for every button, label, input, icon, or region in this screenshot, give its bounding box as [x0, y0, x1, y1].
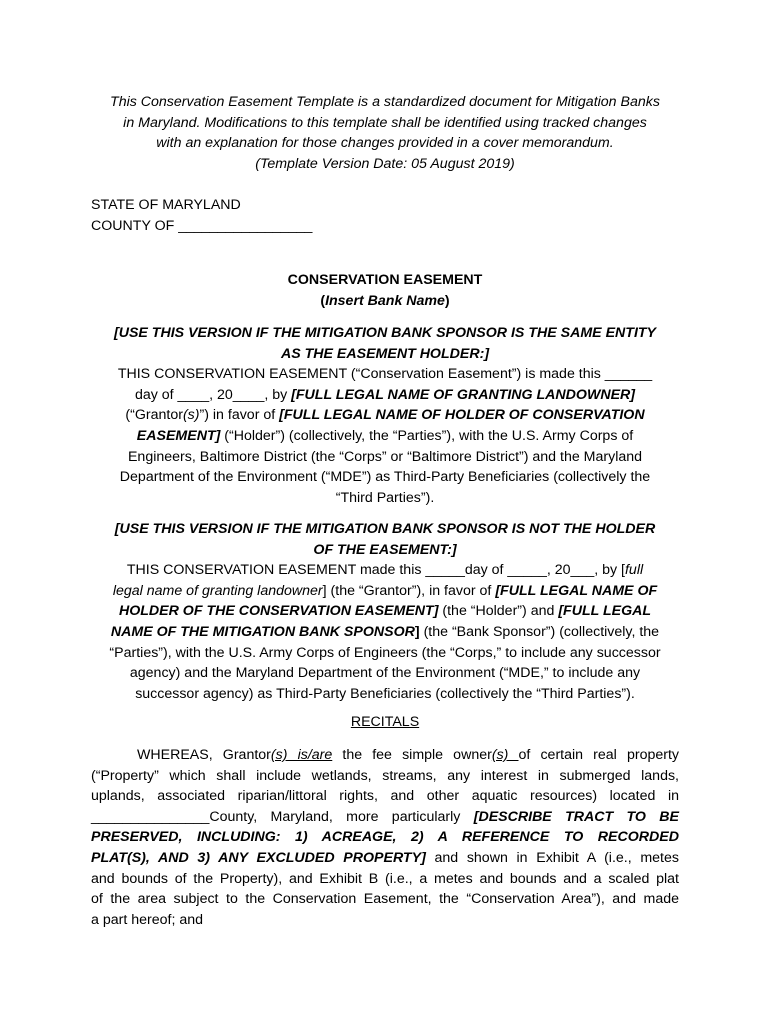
version-b-heading-1: [USE THIS VERSION IF THE MITIGATION BANK SPONSOR IS NOT THE HOLDER	[114, 521, 656, 537]
venue-block	[91, 195, 491, 236]
template-version-date: (Template Version Date: 05 August 2019)	[255, 155, 515, 172]
version-b-line-6: agency) and the Maryland Department of the Environment (“MDE,” to include any	[129, 665, 641, 682]
version-a-line-2: day of ____, 20____, by [FULL LEGAL NAME OF GRANTING LANDOWNER]	[134, 386, 636, 403]
version-a-line-6: Department of the Environment (“MDE”) as Third-Party Beneficiaries (collectively the	[119, 469, 651, 486]
version-a-line-3: (“Grantor(s)”) in favor of [FULL LEGAL NAME OF HOLDER OF CONSERVATION	[125, 407, 645, 424]
recitals-heading: RECITALS	[350, 714, 420, 730]
preamble-line-2: in Maryland. Modifications to this template shall be identified using tracked changes	[123, 114, 647, 131]
version-b-line-5: “Parties”), with the U.S. Army Corps of Engineers (the “Corps,” to include any successor	[109, 644, 661, 661]
version-b-line-7: successor agency) as Third-Party Beneficiaries (collectively the “Third Parties”).	[135, 685, 635, 702]
recitals-line-6: PLAT(S), AND 3) ANY EXCLUDED PROPERTY] and shown in Exhibit A (i.e., metes	[91, 849, 679, 866]
version-a-section	[80, 323, 690, 508]
version-b-line-1: THIS CONSERVATION EASEMENT made this _____day of _____, 20___, by [full	[126, 562, 644, 579]
preamble-line-3: with an explanation for those changes provided in a cover memorandum.	[156, 135, 614, 152]
version-b-section	[80, 519, 690, 704]
version-b-line-3: HOLDER OF THE CONSERVATION EASEMENT] (the “Holder”) and [FULL LEGAL	[118, 603, 652, 620]
version-a-line-4: EASEMENT] (“Holder”) (collectively, the “Parties”), with the U.S. Army Corps of	[136, 427, 634, 444]
version-a-line-1: THIS CONSERVATION EASEMENT (“Conservation Easement”) is made this ______	[117, 366, 653, 383]
preamble-line-1: This Conservation Easement Template is a standardized document for Mitigation Banks	[110, 94, 660, 110]
county-line: COUNTY OF _________________	[91, 217, 313, 234]
version-a-heading-1: [USE THIS VERSION IF THE MITIGATION BANK SPONSOR IS THE SAME ENTITY	[113, 325, 657, 341]
version-b-line-4: NAME OF THE MITIGATION BANK SPONSOR] (the “Bank Sponsor”) (collectively, the	[110, 623, 660, 640]
recitals-line-5: PRESERVED, INCLUDING: 1) ACREAGE, 2) A REFERENCE TO RECORDED	[91, 829, 679, 846]
recitals-line-2: (“Property” which shall include wetlands, streams, any interest in submerged lands,	[91, 767, 679, 784]
recitals-line-4: _______________County, Maryland, more particularly [DESCRIBE TRACT TO BE	[91, 808, 679, 825]
recitals-line-1: WHEREAS, Grantor(s) is/are the fee simple owner(s) of certain real property	[137, 747, 679, 763]
title-main: CONSERVATION EASEMENT	[287, 272, 483, 288]
recitals-line-9: a part hereof; and	[91, 911, 204, 928]
version-a-heading-2: AS THE EASEMENT HOLDER:]	[280, 345, 490, 362]
version-a-line-7: “Third Parties”).	[335, 489, 435, 506]
recitals-line-3: uplands, associated riparian/littoral rights, and other aquatic resources) located in	[91, 788, 679, 805]
version-b-heading-2: OF THE EASEMENT:]	[313, 541, 457, 558]
recitals-paragraph	[91, 745, 679, 930]
version-a-line-5: Engineers, Baltimore District (the “Corps” or “Baltimore District”) and the Maryland	[127, 448, 643, 465]
recitals-line-8: of the area subject to the Conservation Easement, the “Conservation Area”), and made	[91, 891, 679, 908]
state-line: STATE OF MARYLAND	[91, 197, 241, 213]
template-preamble	[60, 92, 710, 174]
document-title	[60, 270, 710, 311]
recitals-line-7: and bounds of the Property), and Exhibit B (i.e., a metes and bounds and a scaled plat	[91, 870, 679, 887]
recitals-heading-block	[60, 712, 710, 733]
title-bank-name: (Insert Bank Name)	[320, 292, 450, 309]
version-b-line-2: legal name of granting landowner] (the “Grantor”), in favor of [FULL LEGAL NAME OF	[112, 582, 658, 599]
